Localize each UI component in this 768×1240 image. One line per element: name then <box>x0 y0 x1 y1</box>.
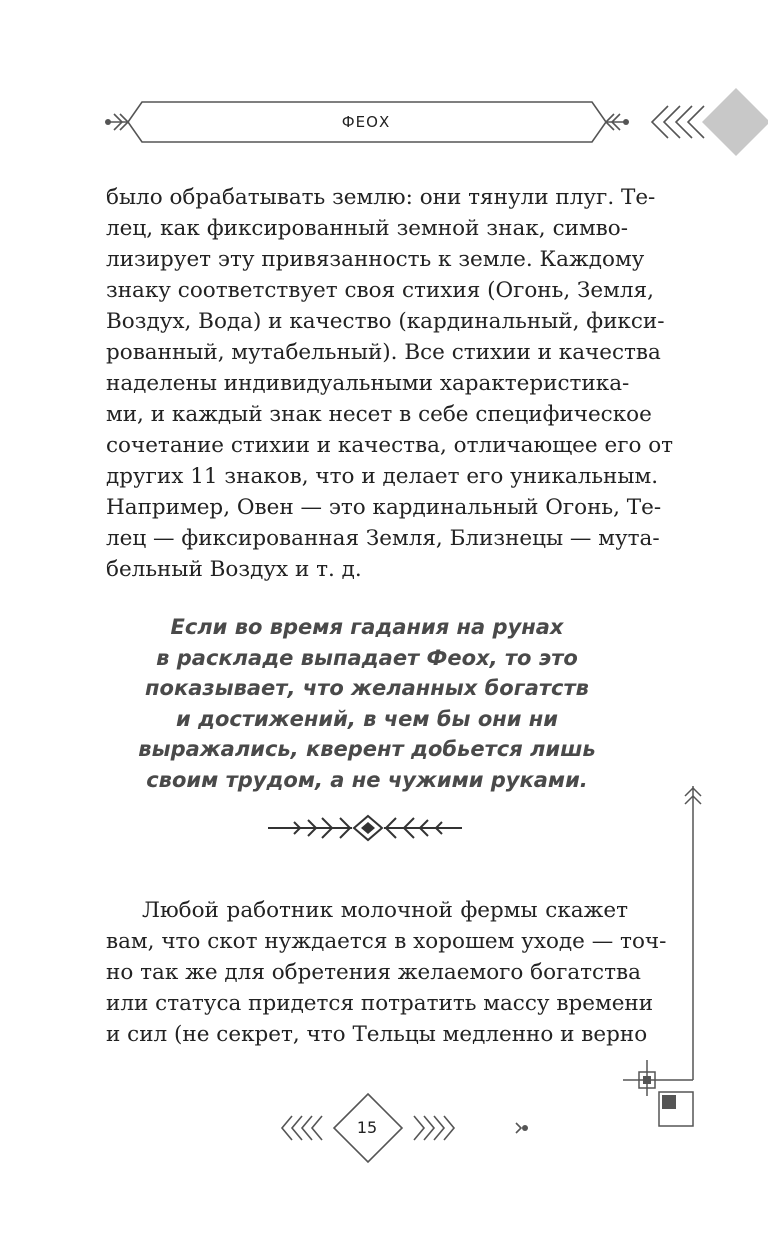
text-line: или статуса придется потратить массу времени <box>106 991 654 1016</box>
text-line: рованный, мутабельный). Все стихии и качества <box>106 340 661 365</box>
quote-line: своим трудом, а не чужими руками. <box>146 767 588 792</box>
text-line: вам, что скот нуждается в хорошем уходе — точ- <box>106 929 667 954</box>
text-line: было обрабатывать землю: они тянули плуг. Те- <box>106 185 656 210</box>
running-header-title: ФЕОХ <box>341 113 391 131</box>
text-line: лец — фиксированная Земля, Близнецы — мута- <box>106 526 660 551</box>
page-number: 15 <box>356 1118 378 1137</box>
quote-line: в раскладе выпадает Феох, то это <box>156 645 578 670</box>
text-line: ми, и каждый знак несет в себе специфическое <box>106 402 652 427</box>
divider-ornament <box>268 812 468 844</box>
body-paragraph-top <box>106 182 674 585</box>
quote-line: выражались, кверент добьется лишь <box>138 737 596 761</box>
quote-line: и достижений, в чем бы они ни <box>176 706 558 731</box>
text-line: лец, как фиксированный земной знак, симво- <box>106 216 628 241</box>
text-line: и сил (не секрет, что Тельцы медленно и верно <box>106 1022 648 1047</box>
body-paragraph-bottom <box>106 895 667 1050</box>
text-line: Например, Овен — это кардинальный Огонь, Те- <box>106 495 662 520</box>
quote-line: показывает, что желанных богатств <box>145 676 589 700</box>
page-number-ornament <box>270 1090 540 1166</box>
text-line: бельный Воздух и т. д. <box>106 557 362 582</box>
text-line: наделены индивидуальными характеристика- <box>106 371 630 396</box>
text-line: сочетание стихии и качества, отличающее его от <box>106 433 674 458</box>
pull-quote <box>106 612 628 795</box>
text-line: но так же для обретения желаемого богатства <box>106 960 641 985</box>
text-line: Любой работник молочной фермы скажет <box>142 898 628 923</box>
text-line: знаку соответствует своя стихия (Огонь, Земля, <box>106 278 654 303</box>
text-line: других 11 знаков, что и делает его уникальным. <box>106 464 659 489</box>
text-line: Воздух, Вода) и качество (кардинальный, фикси- <box>106 309 665 334</box>
side-bracket-ornament <box>615 780 715 1130</box>
text-line: лизирует эту привязанность к земле. Каждому <box>106 247 645 272</box>
quote-line: Если во время гадания на рунах <box>170 615 564 639</box>
